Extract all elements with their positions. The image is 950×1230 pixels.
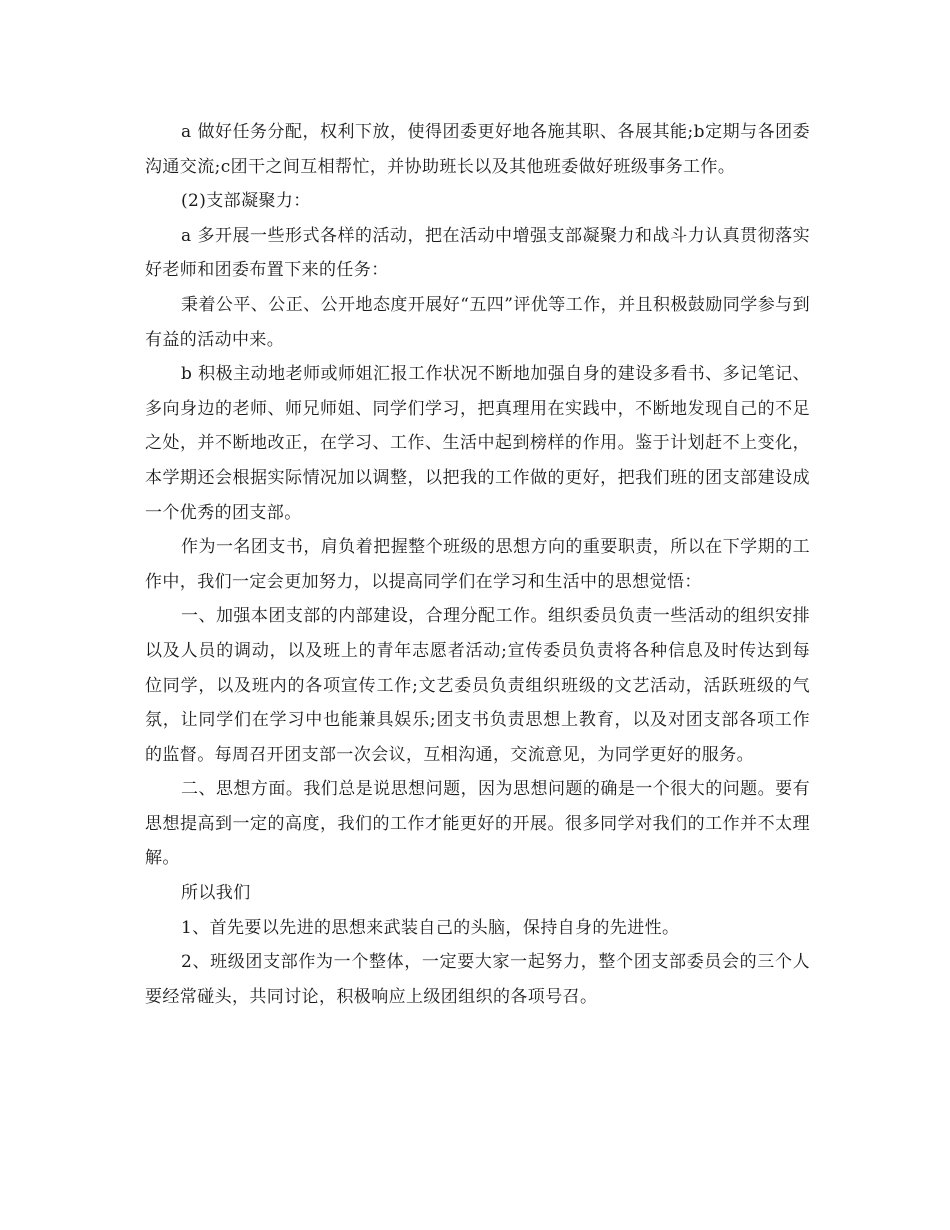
- paragraph-fairness: 秉着公平、公正、公开地态度开展好“五四”评优等工作，并且积极鼓励同学参与到有益的活动中来。: [145, 294, 810, 350]
- paragraph-ideology: 二、思想方面。我们总是说思想问题，因为思想问题的确是一个很大的问题。要有思想提高到一定的高度，我们的工作才能更好的开展。很多同学对我们的工作并不太理解。: [145, 779, 810, 869]
- paragraph-task-allocation: a 做好任务分配，权利下放，使得团委更好地各施其职、各展其能;b定期与各团委沟通交流;c团干之间互相帮忙，并协助班长以及其他班委做好班级事务工作。: [145, 122, 810, 177]
- paragraph-self-improvement: b 积极主动地老师或师姐汇报工作状况不断地加强自身的建设多看书、多记笔记、多向身边的老师、师兄师姐、同学们学习，把真理用在实践中，不断地发现自己的不足之处，并不断地改正，在学习、工作、生活中起到榜样的作用。鉴于计划赶不上变化，本学期还会根据实际情况加以调整，以把我的工作做的更好，把我们班的团支部建设成一个优秀的团支部。: [145, 364, 810, 523]
- paragraph-item-2: 2、班级团支部作为一个整体，一定要大家一起努力，整个团支部委员会的三个人要经常碰头，共同讨论，积极响应上级团组织的各项号召。: [145, 952, 810, 1007]
- paragraph-item-1: 1、首先要以先进的思想来武装自己的头脑，保持自身的先进性。: [181, 917, 680, 938]
- paragraph-so-we: 所以我们: [181, 883, 251, 904]
- paragraph-secretary-duty: 作为一名团支书，肩负着把握整个班级的思想方向的重要职责，所以在下学期的工作中，我们一定会更加努力，以提高同学们在学习和生活中的思想觉悟：: [145, 537, 810, 592]
- document-body: [145, 115, 810, 1014]
- paragraph-internal-building: 一、加强本团支部的内部建设，合理分配工作。组织委员负责一些活动的组织安排以及人员的调动，以及班上的青年志愿者活动;宣传委员负责将各种信息及时传达到每位同学，以及班内的各项宣传工作;文艺委员负责组织班级的文艺活动，活跃班级的气氛，让同学们在学习中也能兼具娱乐;团支书负责思想上教育，以及对团支部各项工作的监督。每周召开团支部一次会议，互相沟通，交流意见，为同学更好的服务。: [145, 606, 810, 765]
- paragraph-branch-cohesion-heading: (2)支部凝聚力：: [181, 191, 311, 212]
- paragraph-activities: a 多开展一些形式各样的活动，把在活动中增强支部凝聚力和战斗力认真贯彻落实好老师和团委布置下来的任务：: [145, 225, 810, 281]
